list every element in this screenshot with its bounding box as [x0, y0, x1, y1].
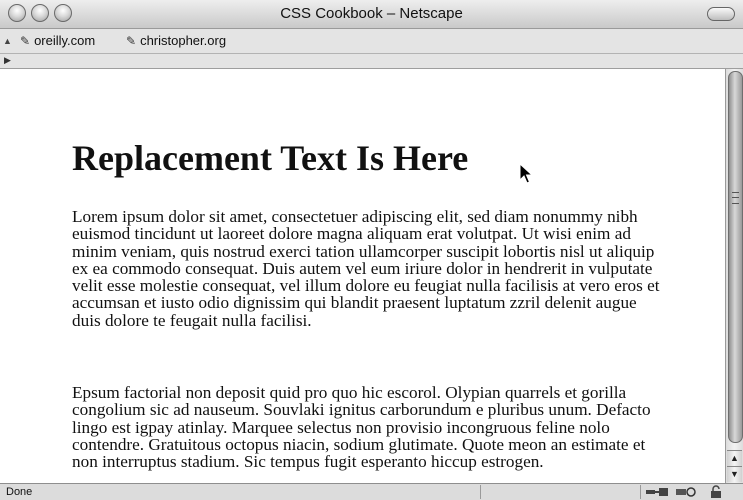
page-content — [0, 69, 725, 483]
scroll-up-button[interactable]: ▲ — [727, 450, 742, 466]
window-title: CSS Cookbook – Netscape — [280, 5, 463, 22]
bookmark-oreilly[interactable] — [20, 32, 95, 50]
paragraph: Epsum factorial non deposit quid pro quo hic escorol. Olypian quarrels et gorilla congolium sic ad nauseum. Souvlaki ignitus carborundum e pluribus unum. Defacto lingo est igpay atinlay. Marquee selectus non provisio incongruous feline nolo contendre. Gratuitous octopus niacin, sodium glutimate. Quote meon an estimate et non interruptus stadium. Sic tempus fugit esperanto hiccup estrogen. — [72, 383, 651, 471]
paragraph: Lorem ipsum dolor sit amet, consectetuer adipiscing elit, sed diam nonummy nibh euismod tincidunt ut laoreet dolore magna aliquam erat volutpat. Ut wisi enim ad minim veniam, quis nostrud exerci tation ullamcorper suscipit lobortis nisl ut aliquip ex ea commodo consequat. Duis autem vel eum iriure dolor in hendrerit in vulputate velit esse molestie consequat, vel illum dolore eu feugiat nulla facilisis at vero eros et accumsan et iusto odio dignissim qui blandit praesent luptatum zzril delenit augue duis dolore te feugait nulla facilisi. — [72, 207, 660, 330]
vertical-scrollbar[interactable] — [725, 69, 743, 483]
bookmark-label: christopher.org — [140, 33, 227, 48]
toolbar-collapse-arrow-icon[interactable]: ▲ — [3, 36, 12, 46]
security-icon[interactable] — [674, 485, 698, 499]
lock-icon[interactable] — [706, 485, 728, 499]
scrollbar-thumb[interactable] — [728, 71, 743, 443]
title-bar — [0, 0, 743, 29]
status-divider — [480, 485, 481, 499]
bookmark-icon: ✎ — [20, 34, 31, 48]
page-heading: Replacement Text Is Here — [72, 138, 469, 178]
status-text: Done — [6, 486, 33, 498]
mouse-pointer-icon — [519, 163, 533, 185]
scroll-down-button[interactable]: ▼ — [727, 466, 742, 482]
bookmark-christopher[interactable] — [126, 32, 226, 50]
bookmark-icon: ✎ — [126, 34, 137, 48]
status-divider — [640, 485, 641, 499]
scroll-grip-icon — [732, 192, 739, 204]
expand-toolbar-arrow-icon[interactable]: ▶ — [4, 55, 11, 65]
toolbar-toggle-button[interactable] — [707, 7, 735, 21]
connection-icon[interactable] — [645, 485, 669, 499]
collapsed-toolbar — [0, 54, 743, 69]
status-bar — [0, 483, 743, 500]
personal-toolbar — [0, 29, 743, 54]
bookmark-label: oreilly.com — [34, 33, 96, 48]
